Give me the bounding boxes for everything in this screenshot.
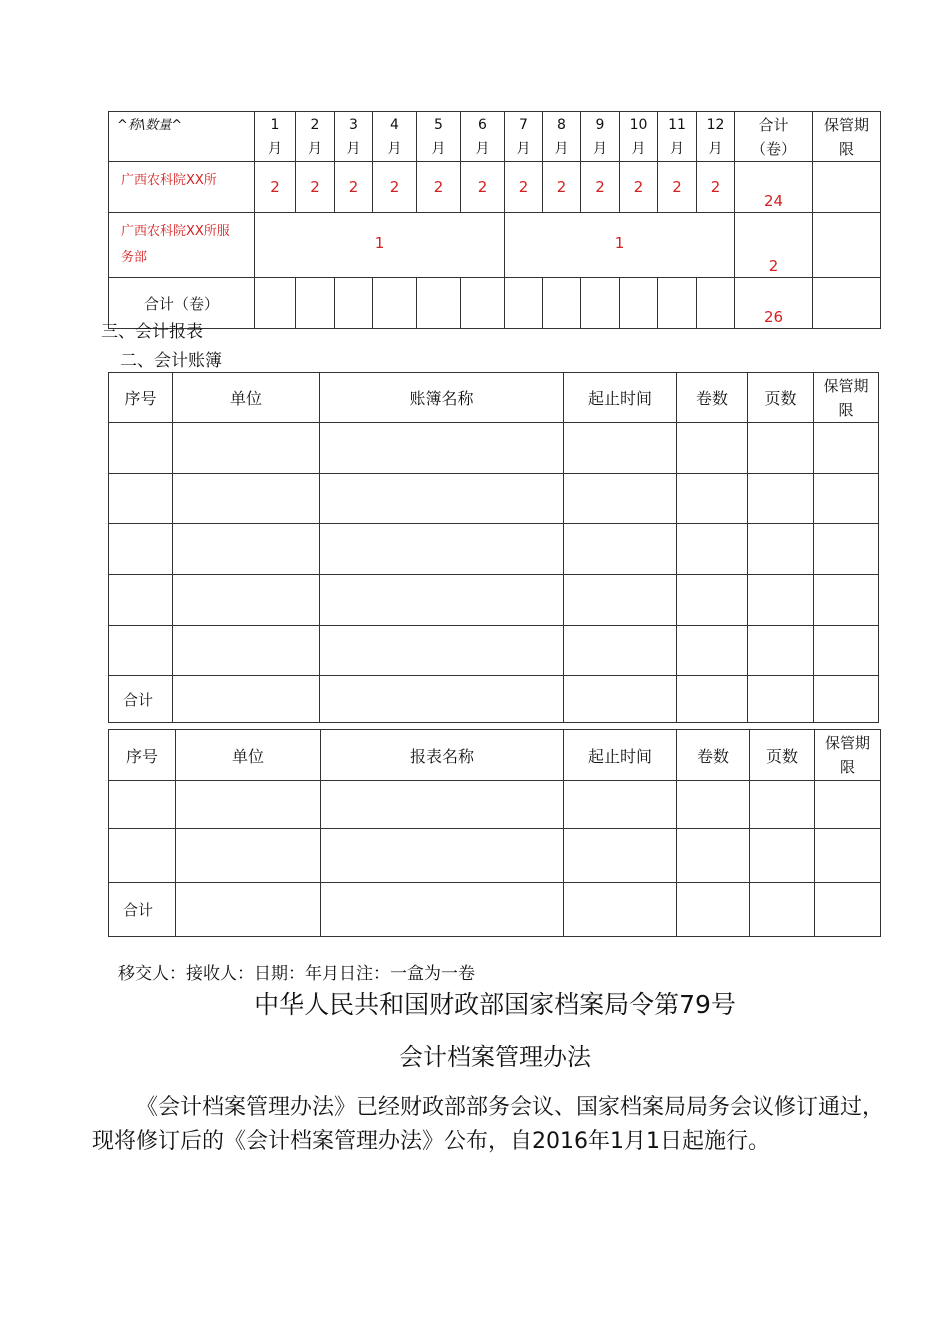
empty-cell <box>417 278 461 329</box>
grand-total: 26 <box>735 278 813 329</box>
half-year-value: 1 <box>255 213 505 278</box>
retention-cell <box>813 278 881 329</box>
total-header: 合计 （卷） <box>735 112 813 162</box>
col-header: 起止时间 <box>564 730 677 781</box>
table-row <box>109 423 879 474</box>
monthly-archive-table <box>108 111 881 329</box>
sum-label: 合计（卷） <box>109 278 255 329</box>
sum-label: 合计 <box>109 676 173 723</box>
month-value: 2 <box>581 162 620 213</box>
month-value: 2 <box>620 162 658 213</box>
retention-header: 保管期 限 <box>814 373 879 423</box>
month-value: 2 <box>658 162 697 213</box>
col-header: 单位 <box>173 373 320 423</box>
table-row <box>109 575 879 626</box>
month-value: 2 <box>417 162 461 213</box>
empty-cell <box>255 278 296 329</box>
empty-cell <box>335 278 373 329</box>
month-value: 2 <box>296 162 335 213</box>
col-header: 序号 <box>109 373 173 423</box>
month-value: 2 <box>461 162 505 213</box>
month-value: 2 <box>373 162 417 213</box>
month-header: 12 月 <box>697 112 735 162</box>
section-heading: 三、会计报表 <box>101 322 203 342</box>
month-value: 2 <box>697 162 735 213</box>
intro-paragraph: 《会计档案管理办法》已经财政部部务会议、国家档案局局务会议修订通过，现将修订后的《会计档案管理办法》公布，自2016年1月1日起施行。 <box>92 1095 885 1154</box>
month-value: 2 <box>543 162 581 213</box>
month-header: 4 月 <box>373 112 417 162</box>
table-row <box>109 781 881 829</box>
col-header: 页数 <box>750 730 815 781</box>
month-header: 1 月 <box>255 112 296 162</box>
month-value: 2 <box>505 162 543 213</box>
empty-cell <box>658 278 697 329</box>
handover-footer: 移交人：接收人：日期：年月日注：一盒为一卷 <box>118 964 475 984</box>
corner-header: ^称\数量^ <box>109 112 255 162</box>
sum-label: 合计 <box>109 883 176 937</box>
retention-cell <box>813 162 881 213</box>
month-header: 2 月 <box>296 112 335 162</box>
report-table <box>108 729 881 937</box>
col-header: 卷数 <box>677 730 750 781</box>
col-header: 序号 <box>109 730 176 781</box>
row-total: 2 <box>735 213 813 278</box>
half-year-value: 1 <box>505 213 735 278</box>
retention-cell <box>813 213 881 278</box>
month-header: 3 月 <box>335 112 373 162</box>
retention-header: 保管期 限 <box>815 730 881 781</box>
empty-cell <box>697 278 735 329</box>
month-value: 2 <box>335 162 373 213</box>
month-header: 7 月 <box>505 112 543 162</box>
month-header: 11 月 <box>658 112 697 162</box>
month-value: 2 <box>255 162 296 213</box>
empty-cell <box>373 278 417 329</box>
col-header: 页数 <box>748 373 814 423</box>
month-header: 10 月 <box>620 112 658 162</box>
unit-name: 广西农科院XX所服务部 <box>109 213 255 278</box>
empty-cell <box>581 278 620 329</box>
table-row <box>109 626 879 676</box>
decree-title: 中华人民共和国财政部国家档案局令第79号 <box>254 990 736 1019</box>
row-total: 24 <box>735 162 813 213</box>
col-header: 单位 <box>176 730 321 781</box>
table-row <box>109 524 879 575</box>
empty-cell <box>461 278 505 329</box>
month-header: 6 月 <box>461 112 505 162</box>
month-header: 8 月 <box>543 112 581 162</box>
table-row <box>109 474 879 524</box>
retention-header: 保管期 限 <box>813 112 881 162</box>
unit-name: 广西农科院XX所 <box>109 162 255 213</box>
month-header: 9 月 <box>581 112 620 162</box>
col-header: 卷数 <box>677 373 748 423</box>
month-header: 5 月 <box>417 112 461 162</box>
section-heading: 二、会计账簿 <box>120 351 222 371</box>
empty-cell <box>296 278 335 329</box>
empty-cell <box>505 278 543 329</box>
col-header: 报表名称 <box>321 730 564 781</box>
document-title: 会计档案管理办法 <box>399 1043 591 1071</box>
empty-cell <box>620 278 658 329</box>
empty-cell <box>543 278 581 329</box>
table-row <box>109 829 881 883</box>
ledger-table <box>108 372 879 723</box>
col-header: 起止时间 <box>564 373 677 423</box>
col-header: 账簿名称 <box>320 373 564 423</box>
